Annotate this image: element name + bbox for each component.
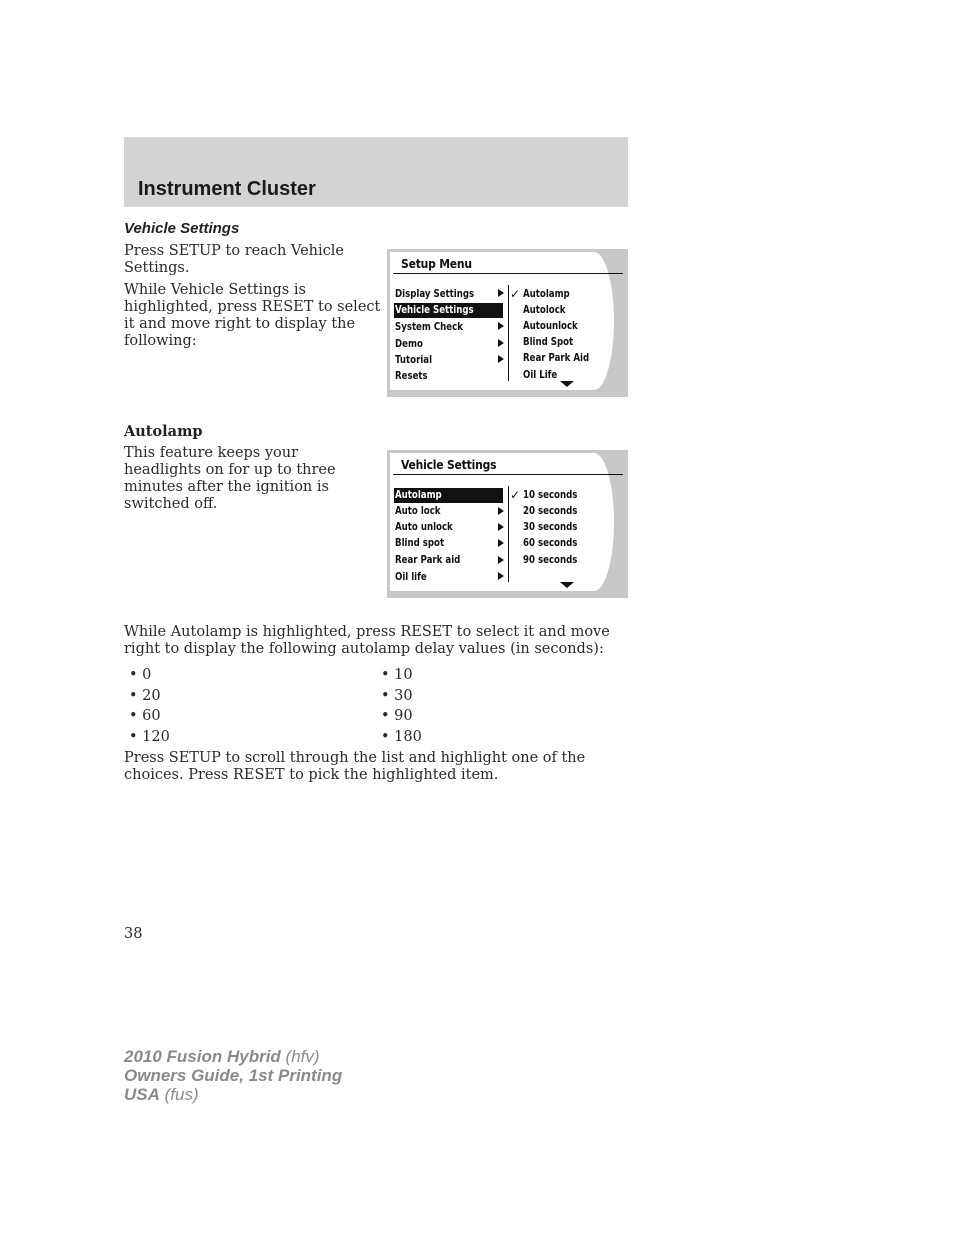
scroll-down-icon [560,381,574,387]
list-item: • 10 [381,667,413,683]
menu-item-autolamp: Autolamp [395,489,442,501]
footer-line-2: Owners Guide, 1st Printing [124,1066,343,1085]
option-autolock: Autolock [523,304,566,316]
menu-item-display-settings: Display Settings [395,288,475,300]
list-item: • 0 [129,667,152,683]
menu-item-resets: Resets [395,370,428,382]
scroll-down-icon [560,582,574,588]
intro-paragraph-1: Press SETUP to reach Vehicle Settings. [124,243,344,276]
delay-values-right-list [381,665,422,747]
list-item: • 30 [381,687,413,704]
option-60-seconds: 60 seconds [523,537,578,549]
checkmark-icon: ✓ [510,287,521,301]
column-divider [508,486,509,582]
list-item: • 180 [381,728,422,745]
list-item: • 20 [129,687,161,704]
menu-item-oil-life: Oil life [395,571,427,583]
menu-item-blind-spot: Blind spot [395,537,445,549]
right-arrow-icon [498,289,504,297]
menu-item-rear-park-aid: Rear Park aid [395,554,461,566]
display-title: Setup Menu [401,257,472,271]
list-item: • 90 [381,708,413,724]
vehicle-settings-display [387,450,628,598]
display-title: Vehicle Settings [401,458,497,472]
menu-item-system-check: System Check [395,321,463,333]
page-number: 38 [124,926,143,942]
list-item: • 60 [129,708,161,724]
option-autounlock: Autounlock [523,320,578,332]
intro-paragraph-2: While Vehicle Settings is highlighted, press RESET to select it and move right to display the following: [124,282,381,349]
title-divider [393,273,623,274]
option-blind-spot: Blind Spot [523,336,574,348]
setup-menu-display [387,249,628,397]
right-arrow-icon [498,339,504,347]
chapter-title: Instrument Cluster [138,178,316,200]
option-oil-life: Oil Life [523,369,558,381]
right-arrow-icon [498,322,504,330]
autolamp-paragraph-3: Press SETUP to scroll through the list and highlight one of the choices. Press RESET to pick the highlighted item. [124,750,586,783]
section-header-band [124,137,628,207]
menu-item-tutorial: Tutorial [395,354,433,366]
option-20-seconds: 20 seconds [523,505,578,517]
footer-line-3: USA (fus) [124,1085,199,1104]
section-heading: Vehicle Settings [124,220,240,237]
footer [124,1047,342,1104]
right-arrow-icon [498,507,504,515]
right-arrow-icon [498,539,504,547]
autolamp-paragraph-2: While Autolamp is highlighted, press RESET to select it and move right to display the following autolamp delay values (in seconds): [124,624,610,657]
menu-item-vehicle-settings: Vehicle Settings [395,304,474,316]
menu-item-demo: Demo [395,338,423,350]
right-arrow-icon [498,572,504,580]
option-10-seconds: 10 seconds [523,489,578,501]
autolamp-heading: Autolamp [124,423,203,440]
option-autolamp: Autolamp [523,288,570,300]
option-30-seconds: 30 seconds [523,521,578,533]
right-arrow-icon [498,523,504,531]
title-divider [393,474,623,475]
menu-item-auto-unlock: Auto unlock [395,521,453,533]
autolamp-paragraph-1: This feature keeps your headlights on for up to three minutes after the ignition is switched off. [124,445,336,512]
column-divider [508,285,509,381]
option-rear-park-aid: Rear Park Aid [523,352,590,364]
delay-values-left-list [129,665,170,747]
checkmark-icon: ✓ [510,488,521,502]
footer-line-1: 2010 Fusion Hybrid (hfv) [124,1047,320,1066]
right-arrow-icon [498,355,504,363]
menu-item-auto-lock: Auto lock [395,505,441,517]
list-item: • 120 [129,728,170,745]
option-90-seconds: 90 seconds [523,554,578,566]
right-arrow-icon [498,556,504,564]
